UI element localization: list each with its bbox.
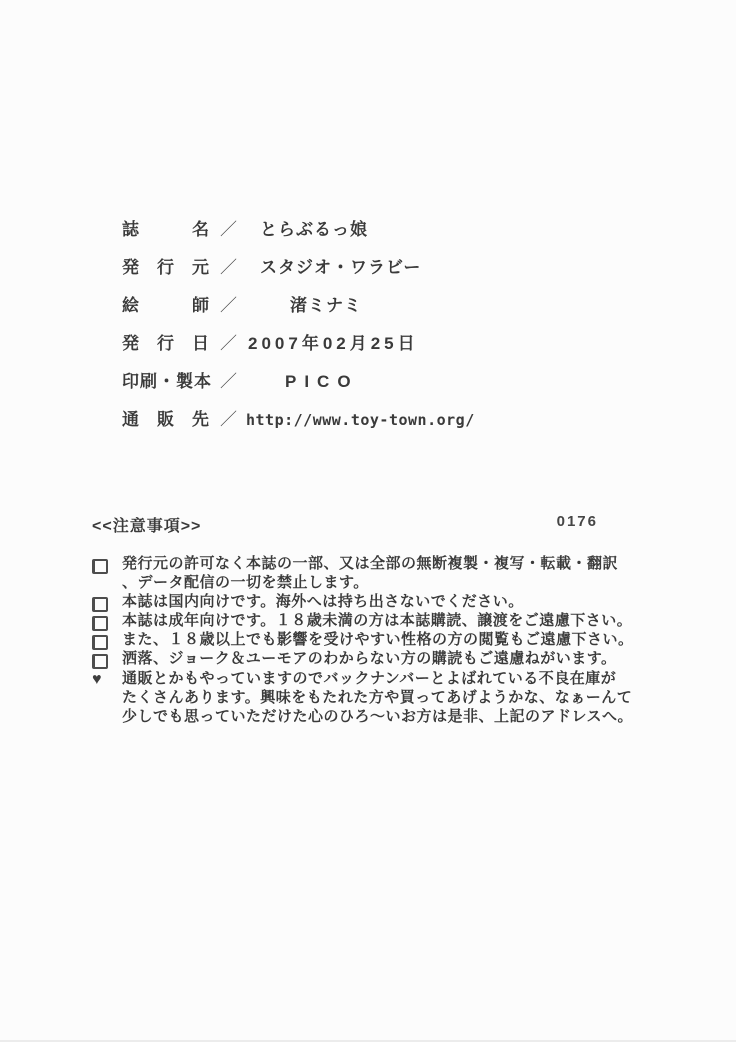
colophon-label-printer: 印 刷 ・ 製 本: [122, 372, 212, 391]
colophon-value-mail-order-url: http://www.toy-town.org/: [246, 411, 475, 429]
notice-item-text: 洒落、ジョーク＆ユーモアのわからない方の購読もご遠慮ねがいます。: [122, 651, 617, 667]
bullet-column: [92, 593, 122, 612]
notice-item-text: また、１８歳以上でも影響を受けやすい性格の方の閲覧もご遠慮下さい。: [122, 632, 634, 648]
colophon-label-artist: 絵 師: [122, 296, 210, 315]
colophon-row-mail-order: [122, 411, 475, 429]
slash-separator: ／: [220, 372, 238, 391]
slash-separator: ／: [220, 410, 238, 429]
colophon-row-printer: [122, 373, 475, 391]
colophon-value-publisher: スタジオ・ワラビー: [260, 258, 422, 277]
colophon-label-mail-order: 通 販 先: [122, 410, 210, 429]
notice-item-text: 本誌は成年向けです。１８歳未満の方は本誌購読、譲渡をご遠慮下さい。: [122, 613, 633, 629]
notice-item-text: 発行元の許可なく本誌の一部、又は全部の無断複製・複写・転載・翻訳 、データ配信の一切を禁止します。: [122, 556, 619, 591]
colophon-value-title: とらぶるっ娘: [260, 220, 368, 239]
notice-item: [92, 669, 634, 726]
notice-item: [92, 631, 634, 650]
colophon-value-artist: 渚ミナミ: [290, 296, 362, 315]
notice-item: [92, 612, 633, 631]
notice-title: <<注意事項>>: [92, 518, 202, 535]
colophon-row-title: [122, 221, 475, 239]
notice-item-text: 通販とかもやっていますのでバックナンバーとよばれている不良在庫が たくさんあります。興味をもたれた方や買ってあげようかな、なぁーんて 少しでも思っていただけた心のひろ～いお方は是非、上記のアドレスへ。: [122, 670, 634, 725]
notice-list: [92, 555, 634, 726]
notice-header: [92, 513, 610, 536]
colophon-row-publish-date: [122, 335, 475, 353]
notice-item: [92, 555, 619, 593]
bullet-column: [92, 612, 122, 631]
colophon-section: [122, 221, 475, 449]
notice-section: [92, 513, 634, 726]
colophon-label-title: 誌 名: [122, 220, 210, 239]
bullet-column: [92, 669, 122, 688]
colophon-value-printer: PICO: [285, 372, 359, 391]
bullet-column: [92, 555, 122, 574]
checkbox-icon: [92, 559, 108, 574]
slash-separator: ／: [220, 220, 238, 239]
page-number: 0176: [556, 513, 598, 530]
checkbox-icon: [92, 616, 108, 631]
notice-item: [92, 593, 610, 612]
slash-separator: ／: [220, 258, 238, 277]
colophon-value-publish-date: 2007年02月25日: [248, 334, 419, 353]
bullet-column: [92, 650, 122, 669]
slash-separator: ／: [220, 334, 238, 353]
colophon-row-artist: [122, 297, 475, 315]
notice-item-text: 本誌は国内向けです。海外へは持ち出さないでください。: [122, 594, 524, 610]
colophon-label-publish-date: 発 行 日: [122, 334, 210, 353]
colophon-row-publisher: [122, 259, 475, 277]
checkbox-icon: [92, 597, 108, 612]
checkbox-icon: [92, 654, 108, 669]
bullet-column: [92, 631, 122, 650]
heart-icon: ♥: [92, 671, 102, 688]
checkbox-icon: [92, 635, 108, 650]
notice-item: [92, 650, 617, 669]
slash-separator: ／: [220, 296, 238, 315]
colophon-label-publisher: 発 行 元: [122, 258, 210, 277]
